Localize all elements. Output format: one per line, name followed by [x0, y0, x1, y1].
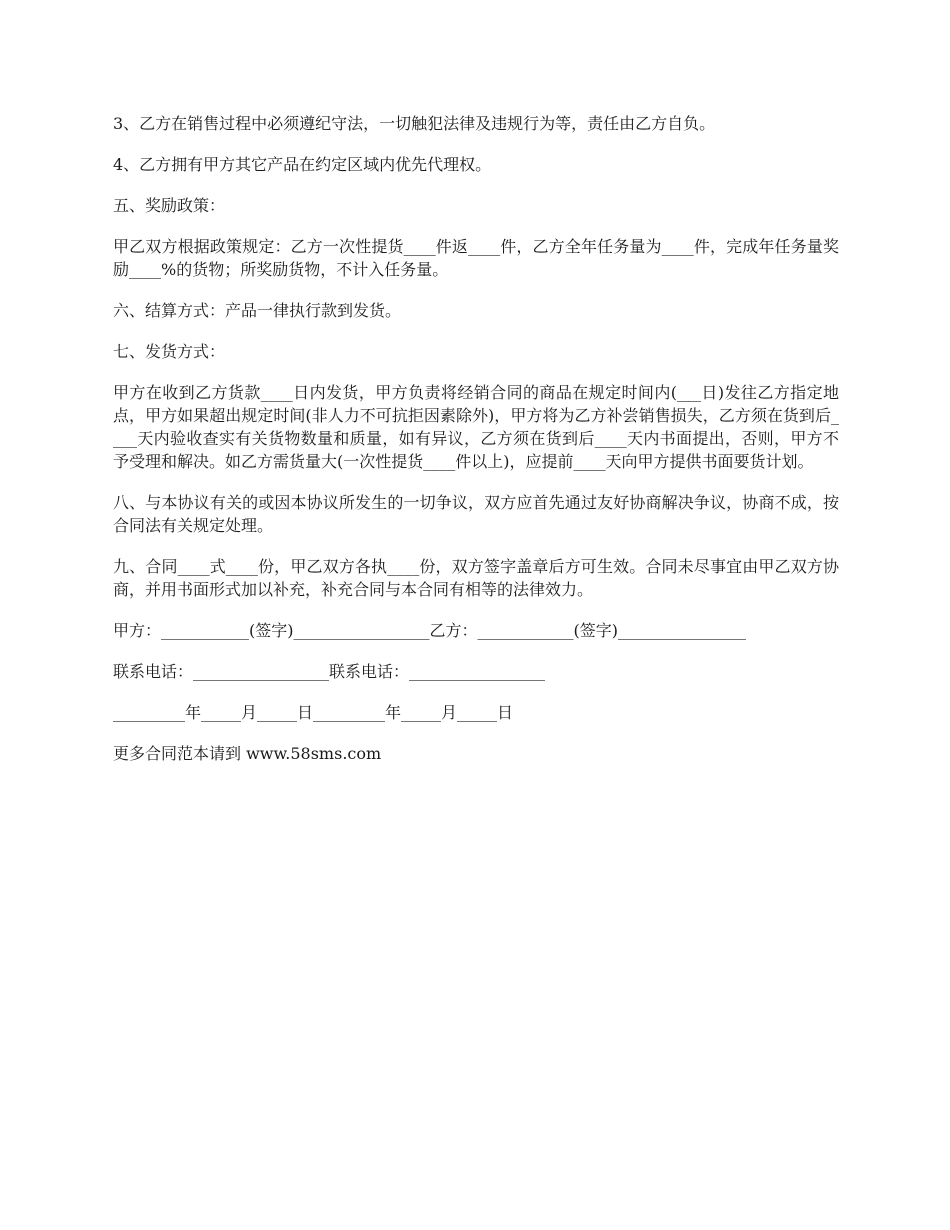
dispute-clause: 八、与本协议有关的或因本协议所发生的一切争议，双方应首先通过友好协商解决争议，协商不成，按合同法有关规定处理。	[113, 493, 839, 535]
clause-4: 4、乙方拥有甲方其它产品在约定区域内优先代理权。	[113, 155, 492, 174]
section-heading-reward: 五、奖励政策：	[113, 196, 226, 215]
contract-copies-clause: 九、合同____式____份，甲乙双方各执____份，双方签字盖章后方可生效。合同未尽事宜由甲乙双方协商，并用书面形式加以补充，补充合同与本合同有相等的法律效力。	[113, 557, 839, 599]
reward-policy-text: 甲乙双方根据政策规定：乙方一次性提货____件返____件，乙方全年任务量为____件，完成年任务量奖励____%的货物；所奖励货物，不计入任务量。	[113, 237, 839, 279]
document-page	[113, 112, 839, 783]
date-line: _________年_____月_____日_________年_____月_____日	[113, 703, 514, 722]
phone-line: 联系电话：_________________联系电话：_________________	[113, 662, 546, 681]
signature-line: 甲方：___________(签字)_________________乙方：____________(签字)________________	[113, 621, 746, 640]
footer-link-text: 更多合同范本请到 www.58sms.com	[113, 744, 382, 763]
clause-3: 3、乙方在销售过程中必须遵纪守法，一切触犯法律及违规行为等，责任由乙方自负。	[113, 114, 716, 133]
shipping-method-text: 甲方在收到乙方货款____日内发货，甲方负责将经销合同的商品在规定时间内(___日)发往乙方指定地点，甲方如果超出规定时间(非人力不可抗拒因素除外)，甲方将为乙方补尝销售损失，乙方须在货到后____天内验收查实有关货物数量和质量，如有异议，乙方须在货到后____天内书面提出，否则，甲方不予受理和解决。如乙方需货量大(一次性提货____件以上)，应提前____天向甲方提供书面要货计划。	[113, 383, 839, 471]
settlement-method: 六、结算方式：产品一律执行款到发货。	[113, 301, 402, 320]
section-heading-shipping: 七、发货方式：	[113, 342, 226, 361]
